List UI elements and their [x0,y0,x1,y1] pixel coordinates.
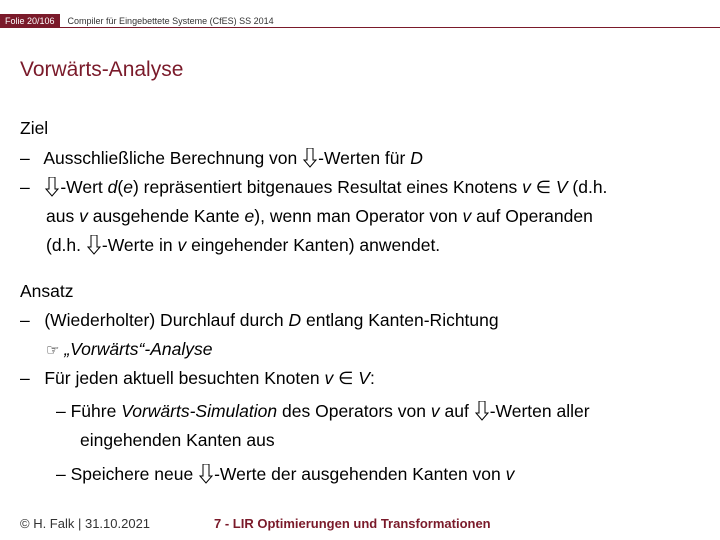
var-e: e [244,206,255,226]
text: -Werten aller [489,401,590,421]
var-v: v [177,235,187,255]
graph-d: D [288,310,302,330]
slide-title: Vorwärts-Analyse [20,58,184,81]
var-v: v [430,401,440,421]
element-of: ∈ [338,368,354,388]
dash: – [20,177,30,197]
var-v: v [324,368,334,388]
lattice-arrow-icon [475,401,489,421]
dash: – [20,368,30,388]
text: ( [117,177,124,197]
ansatz-sub-1-line-2: eingehenden Kanten aus [80,430,275,450]
footer-chapter: 7 - LIR Optimierungen und Transformationen [214,516,491,531]
dash: – [20,148,30,168]
graph-d: D [410,148,423,168]
text: aus [46,206,75,226]
dash: – [56,401,66,421]
footer-copyright: © H. Falk | 31.10.2021 [20,516,151,531]
text: : [369,368,375,388]
text: -Werte der ausgehenden Kanten von [214,464,501,484]
var-d: d [107,177,118,197]
ansatz-bullet-1 [20,310,499,331]
text: ), wenn man Operator von [254,206,458,226]
ziel-heading: Ziel [20,118,49,138]
ansatz-sub-2 [56,464,514,485]
text: ) repräsentiert bitgenaues Resultat eines Knotens [132,177,518,197]
text: auf [444,401,469,421]
text: (d.h. [572,177,608,197]
text: entlang Kanten-Richtung [305,310,499,330]
text: -Werte in [101,235,173,255]
ansatz-pointer-line [46,339,212,360]
lattice-arrow-icon [45,177,59,197]
text: -Werten für [318,148,406,168]
text: Für jeden aktuell besuchten Knoten [44,368,320,388]
header-divider [0,27,720,28]
ansatz-sub-1-line-1 [56,401,590,422]
forward-analysis-label: „Vorwärts“-Analyse [64,339,213,359]
text: Ausschließliche Berechnung von [43,148,298,168]
text: -Wert [60,177,103,197]
ziel-bullet-2-line-3 [46,235,440,256]
dash: – [20,310,30,330]
text: des Operators von [282,401,426,421]
ziel-bullet-1 [20,148,423,169]
dash: – [56,464,66,484]
var-v: v [505,464,515,484]
slide-number-badge: Folie 20/106 [0,14,60,28]
var-v: v [462,206,472,226]
ziel-bullet-2-line-2 [46,206,593,227]
var-v: v [522,177,531,197]
text: Führe [70,401,117,421]
var-V: V [555,177,568,197]
text: (Wiederholter) Durchlauf durch [44,310,284,330]
ansatz-bullet-2 [20,368,375,389]
pointing-hand-icon: ☞ [46,342,60,359]
var-e: e [123,177,133,197]
lattice-arrow-icon [303,148,317,168]
var-V: V [358,368,370,388]
forward-simulation-term: Vorwärts-Simulation [121,401,278,421]
slide-header [0,14,274,28]
lattice-arrow-icon [199,464,213,484]
text: ausgehende Kante [92,206,240,226]
ziel-bullet-2-line-1 [20,177,607,198]
text: Speichere neue [70,464,194,484]
element-of: ∈ [535,177,551,197]
text: auf Operanden [476,206,593,226]
var-v: v [79,206,88,226]
ansatz-heading: Ansatz [20,281,74,301]
text: eingehender Kanten) anwendet. [191,235,441,255]
text: (d.h. [46,235,82,255]
lattice-arrow-icon [87,235,101,255]
course-title: Compiler für Eingebettete Systeme (CfES) SS 2014 [67,16,274,26]
